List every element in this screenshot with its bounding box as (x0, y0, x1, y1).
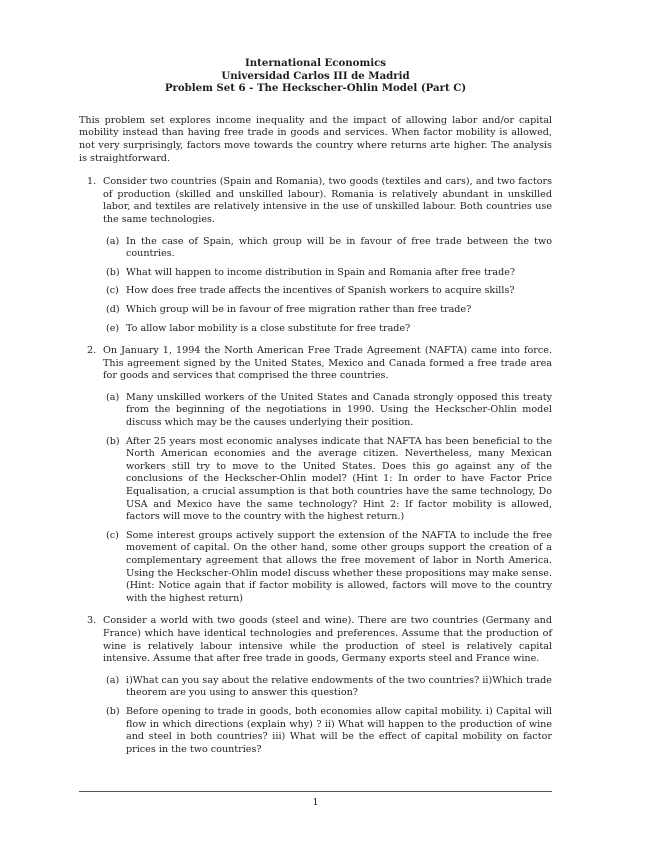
problem-statement: Consider a world with two goods (steel and wine). There are two countries (Germany and France) which have identical technologies and preferences. Assume that the production of wine is relatively labour intensive while the production of steel is relatively capital intensive. Assume that after free trade in goods, Germany exports steel and France wine. (103, 615, 552, 665)
subquestion (103, 530, 552, 606)
page-number: 1 (312, 797, 319, 808)
problem-item (79, 176, 552, 335)
subquestion-text: Which group will be in favour of free migration rather than free trade? (126, 303, 472, 315)
intro-paragraph: This problem set explores income inequality and the impact of allowing labor and/or capital mobility instead than having free trade in goods and services. When factor mobility is allowed, not very surprisingly, factors move towards the country where returns arte higher. The analysis is straightforward. (79, 114, 552, 164)
document-page (79, 57, 552, 766)
course-title: International Economics (244, 57, 387, 69)
subquestion-list (103, 392, 552, 606)
problem-number: 1. (87, 176, 97, 188)
subquestion-label: (e) (106, 322, 120, 334)
problem-statement: Consider two countries (Spain and Romania), two goods (textiles and cars), and two factors of production (skilled and unskilled labour). Romania is relatively abundant in unskilled labor, and textiles are relatively intensive in the use of unskilled labour. Both countries use the same technologies. (103, 176, 552, 225)
subquestion-text: Many unskilled workers of the United States and Canada strongly opposed this treaty from the beginning of the negotiations in 1990. Using the Heckscher-Ohlin model discuss which may be the causes underlying their position. (126, 391, 552, 429)
subquestion (103, 675, 552, 700)
subquestion (103, 436, 552, 524)
subquestion-text: To allow labor mobility is a close substitute for free trade? (126, 322, 411, 334)
subquestion (103, 267, 552, 280)
subquestion-label: (a) (106, 674, 120, 686)
footer-rule (79, 791, 552, 792)
subquestion-label: (b) (106, 266, 120, 278)
subquestion-list (103, 236, 552, 336)
document-header (79, 57, 552, 95)
subquestion-label: (a) (106, 235, 120, 247)
problem-number: 2. (87, 345, 97, 357)
subquestion (103, 304, 552, 317)
subquestion-text: Some interest groups actively support the extension of the NAFTA to include the free movement of capital. On the other hand, some other groups support the creation of a complementary agreement that allows the free movement of labor in North America. Using the Heckscher-Ohlin model discuss whether these propositions may make sense. (Hint: Notice again that if factor mobility is allowed, factors will move to the country with the highest return) (126, 529, 552, 604)
subquestion-label: (c) (106, 529, 119, 541)
problem-item (79, 345, 552, 605)
subquestion-text: How does free trade affects the incentives of Spanish workers to acquire skills? (126, 285, 515, 297)
subquestion (103, 392, 552, 430)
subquestion (103, 706, 552, 756)
subquestion-label: (d) (106, 303, 120, 315)
problem-number: 3. (87, 615, 97, 627)
subquestion-list (103, 675, 552, 757)
problem-statement: On January 1, 1994 the North American Free Trade Agreement (NAFTA) came into force. This agreement signed by the United States, Mexico and Canada formed a free trade area for goods and services that comprised the three countries. (103, 345, 552, 382)
subquestion-text: After 25 years most economic analyses indicate that NAFTA has been beneficial to the North American economies and the average citizen. Nevertheless, many Mexican workers still try to move to the United States. Does this go against any of the conclusions of the Heckscher-Ohlin model? (Hint 1: In order to have Factor Price Equalisation, a crucial assumption is that both countries have the same technology, Do USA and Mexico have the same technology? Hint 2: If factor mobility is allowed, factors will move to the country with the highest return.) (126, 435, 552, 523)
problem-list (79, 176, 552, 756)
subquestion-text: In the case of Spain, which group will be in favour of free trade between the two countries. (126, 235, 552, 260)
subquestion-text: Before opening to trade in goods, both economies allow capital mobility. i) Capital will flow in which directions (explain why) ? ii) What will happen to the production of wine and steel in both countries? iii) What will be the effect of capital mobility on factor prices in the two countries? (126, 705, 552, 755)
subquestion-text: What will happen to income distribution in Spain and Romania after free trade? (126, 266, 516, 278)
subquestion-text: i)What can you say about the relative endowments of the two countries? ii)Which trade theorem are you using to answer this question? (126, 674, 552, 699)
problem-item (79, 615, 552, 756)
subquestion-label: (b) (106, 435, 120, 447)
university-name: Universidad Carlos III de Madrid (221, 69, 410, 82)
subquestion-label: (b) (106, 705, 120, 717)
subquestion (103, 236, 552, 261)
subquestion-label: (c) (106, 285, 119, 297)
problem-set-title: Problem Set 6 - The Heckscher-Ohlin Model (Part C) (164, 82, 467, 95)
subquestion-label: (a) (106, 391, 120, 403)
subquestion (103, 285, 552, 298)
subquestion (103, 323, 552, 336)
